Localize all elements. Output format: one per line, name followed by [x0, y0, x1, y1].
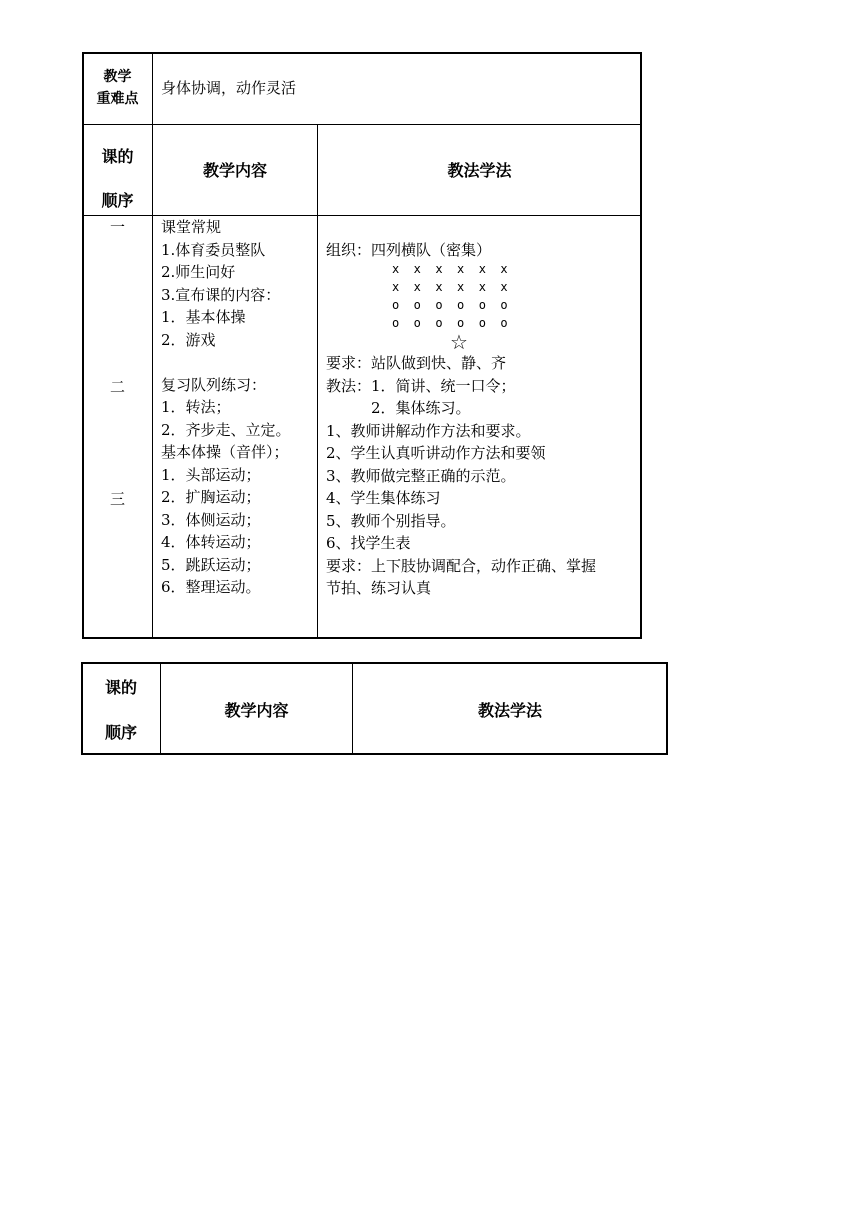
order-header-line1: 课的 — [101, 147, 134, 166]
content-line: 1.体育委员整队 — [161, 240, 266, 259]
organize-text: 组织：四列横队（密集） — [326, 241, 492, 259]
method-line: 4、学生集体练习 — [326, 489, 441, 507]
content-header-2: 教学内容 — [224, 701, 289, 720]
order-header-2-line1: 课的 — [104, 678, 137, 697]
content-line: 3．体侧运动； — [161, 510, 261, 529]
content-line: 2.师生问好 — [161, 263, 236, 281]
method-line: 3、教师做完整正确的示范。 — [326, 466, 516, 485]
method-line: 要求：站队做到快、静、齐 — [326, 354, 507, 372]
method-line: 5、教师个别指导。 — [326, 511, 456, 530]
content-line: 复习队列练习： — [161, 375, 267, 394]
order-header — [83, 135, 152, 223]
method-line: 要求：上下肢协调配合，动作正确、掌握 — [326, 556, 597, 575]
method-header: 教法学法 — [447, 161, 512, 180]
difficulty-label-line1: 教学 — [103, 69, 132, 85]
teacher-star-icon: ☆ — [450, 330, 468, 354]
order-mark-2: 二 — [110, 378, 126, 396]
method-line: 节拍、练习认真 — [326, 579, 432, 597]
method-header-2: 教法学法 — [477, 701, 542, 720]
method-line: 教法：1．简讲、统一口令； — [326, 376, 516, 395]
method-line: 1、教师讲解动作方法和要求。 — [326, 421, 531, 440]
order-header-line2: 顺序 — [101, 191, 134, 210]
formation-row-3: o o o o o o — [392, 298, 508, 312]
order-mark-1: 一 — [110, 218, 126, 236]
difficulty-text: 身体协调，动作灵活 — [161, 79, 297, 97]
content-line: 2．游戏 — [161, 330, 216, 349]
row-divider-1 — [83, 124, 641, 125]
content-line: 4．体转运动； — [161, 533, 261, 551]
formation-row-2: x x x x x x — [392, 280, 508, 294]
content-line: 基本体操（音伴）； — [161, 443, 289, 461]
content-line: 2．扩胸运动； — [161, 488, 261, 506]
content-line: 课堂常规 — [161, 218, 222, 236]
method-line: 2．集体练习。 — [326, 399, 471, 417]
content-line: 1．基本体操 — [161, 308, 246, 326]
content-line: 5．跳跃运动； — [161, 555, 261, 574]
content-header: 教学内容 — [202, 161, 267, 180]
difficulty-label-line2: 重难点 — [96, 91, 139, 107]
formation-row-4: o o o o o o — [392, 316, 508, 330]
order-header-2-line2: 顺序 — [104, 723, 137, 742]
content-line: 1．转法； — [161, 398, 231, 416]
method-list — [326, 352, 596, 600]
content-line: 6．整理运动。 — [161, 578, 261, 596]
method-line: 2、学生认真听讲动作方法和要领 — [326, 444, 546, 462]
content-line — [161, 351, 291, 374]
method-line: 6、找学生表 — [326, 534, 411, 552]
difficulty-label — [83, 66, 152, 110]
content-line: 3.宣布课的内容： — [161, 285, 281, 304]
content-line: 2．齐步走、立定。 — [161, 420, 291, 439]
order-header-2 — [82, 665, 160, 755]
formation-row-1: x x x x x x — [392, 262, 508, 276]
content-list — [161, 216, 291, 599]
col-divider-1 — [152, 53, 153, 638]
content-line: 1．头部运动； — [161, 465, 261, 484]
col-divider-2 — [317, 125, 318, 638]
order-mark-3: 三 — [110, 490, 126, 508]
